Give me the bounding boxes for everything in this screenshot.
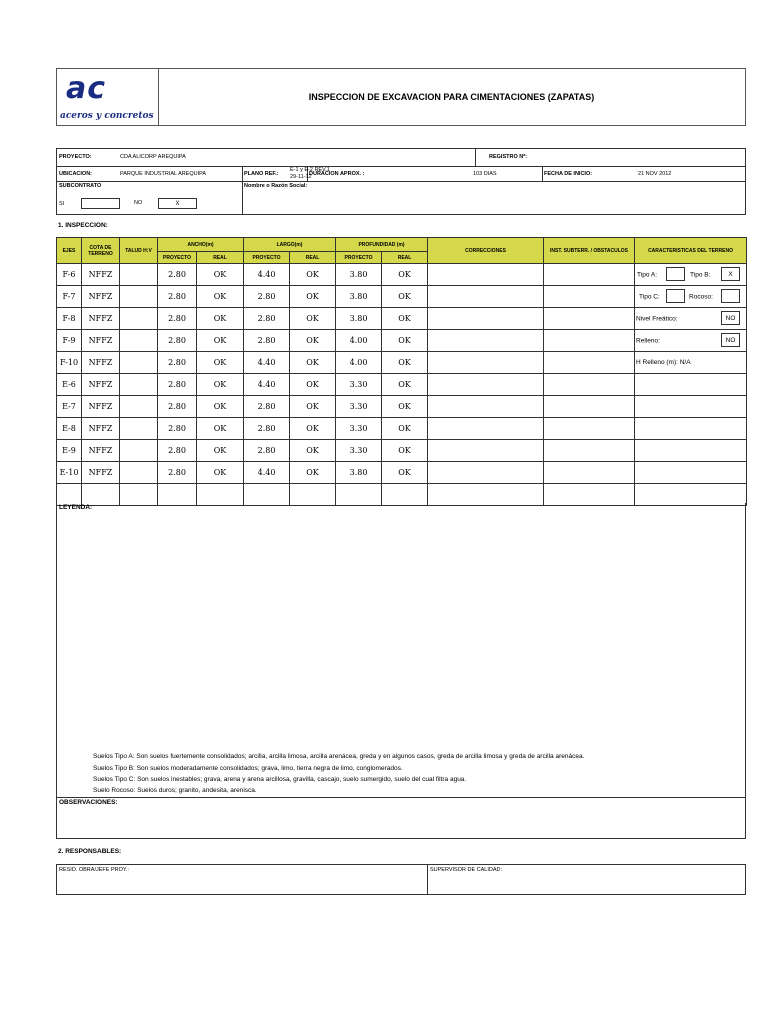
rocoso-checkbox[interactable] <box>721 289 740 303</box>
cell-correcciones <box>428 286 544 308</box>
cell-largo-proyecto: 4.40 <box>244 462 290 484</box>
cell-ancho-real: OK <box>197 264 244 286</box>
cell-ancho-real: OK <box>197 308 244 330</box>
cell-eje: E-8 <box>57 418 82 440</box>
terrain-tipo-c-rocoso <box>635 286 747 308</box>
cell-ancho-real: OK <box>197 286 244 308</box>
cell-correcciones <box>428 440 544 462</box>
cell-eje: F-9 <box>57 330 82 352</box>
cell-cota: NFFZ <box>82 352 120 374</box>
cell-talud <box>120 352 158 374</box>
cell-inst <box>544 308 635 330</box>
fecha-value: 21 NOV 2012 <box>638 171 672 177</box>
cell-talud <box>120 264 158 286</box>
cell-prof-proyecto: 3.30 <box>336 396 382 418</box>
razon-social-label: Nombre o Razón Social: <box>244 183 308 189</box>
terrain-tipo-a-b <box>635 264 747 286</box>
cell-talud <box>120 418 158 440</box>
cell-prof-real: OK <box>382 264 428 286</box>
subheader-prof-real: REAL <box>382 252 428 264</box>
fecha-label: FECHA DE INICIO: <box>544 171 593 177</box>
cell-cota: NFFZ <box>82 374 120 396</box>
cell-ancho-proyecto: 2.80 <box>158 418 197 440</box>
cell-prof-proyecto: 3.80 <box>336 462 382 484</box>
cell-largo-proyecto: 2.80 <box>244 286 290 308</box>
header-cota: COTA DE TERRENO <box>82 238 120 264</box>
header-correcciones: CORRECCIONES <box>428 238 544 264</box>
cell-eje: E-9 <box>57 440 82 462</box>
cell-inst <box>544 440 635 462</box>
cell-correcciones <box>428 396 544 418</box>
cell-prof-real: OK <box>382 330 428 352</box>
cell-talud <box>120 374 158 396</box>
plano-label: PLANO REF.: <box>244 171 279 177</box>
duracion-value: 103 DIAS <box>473 171 497 177</box>
relleno-label: Relleno: <box>636 337 660 344</box>
cell-largo-real: OK <box>290 308 336 330</box>
cell-largo-real: OK <box>290 462 336 484</box>
terrain-h-relleno <box>635 352 747 374</box>
cell-talud <box>120 440 158 462</box>
tipo-a-label: Tipo A: <box>637 271 658 278</box>
cell-caract <box>635 374 747 396</box>
supervisor-calidad-label: SUPERVISOR DE CALIDAD: <box>430 867 503 873</box>
cell-eje: E-10 <box>57 462 82 484</box>
nivel-freatico-value[interactable]: NO <box>721 311 740 325</box>
header-inst-subterr: INST. SUBTERR. / OBSTACULOS <box>544 238 635 264</box>
ubicacion-value: PARQUE INDUSTRIAL AREQUIPA <box>120 171 207 177</box>
cell-ancho-real: OK <box>197 352 244 374</box>
cell-ancho-proyecto: 2.80 <box>158 264 197 286</box>
table-row <box>57 462 747 484</box>
cell-prof-real: OK <box>382 308 428 330</box>
resid-obra-label: RESID. OBRA/JEFE PROY.: <box>59 867 129 873</box>
tipo-c-label: Tipo C: <box>639 293 660 300</box>
logo-subtitle: aceros y concretos <box>60 111 154 121</box>
subheader-ancho-proyecto: PROYECTO <box>158 252 197 264</box>
cell-largo-proyecto: 2.80 <box>244 308 290 330</box>
cell-correcciones <box>428 308 544 330</box>
cell-largo-proyecto: 4.40 <box>244 264 290 286</box>
cell-largo-proyecto: 2.80 <box>244 440 290 462</box>
cell-correcciones <box>428 264 544 286</box>
cell-prof-proyecto: 4.00 <box>336 330 382 352</box>
cell-largo-proyecto: 4.40 <box>244 374 290 396</box>
observaciones-label: OBSERVACIONES: <box>59 799 118 806</box>
si-checkbox[interactable] <box>81 198 120 209</box>
company-logo <box>57 69 159 125</box>
cell-caract <box>635 396 747 418</box>
cell-eje: F-6 <box>57 264 82 286</box>
cell-prof-real: OK <box>382 286 428 308</box>
cell-ancho-proyecto: 2.80 <box>158 308 197 330</box>
terrain-nivel-freatico <box>635 308 747 330</box>
duracion-label: DURACION APROX. : <box>309 171 365 177</box>
terrain-relleno <box>635 330 747 352</box>
cell-largo-real: OK <box>290 374 336 396</box>
cell-largo-real: OK <box>290 396 336 418</box>
cell-inst <box>544 352 635 374</box>
cell-prof-proyecto: 3.80 <box>336 308 382 330</box>
rocoso-label: Rocoso: <box>689 293 713 300</box>
cell-talud <box>120 396 158 418</box>
cell-prof-proyecto: 3.80 <box>336 264 382 286</box>
plano-value-1: E-1 y E-2 REV.1 <box>290 167 330 173</box>
cell-ancho-proyecto: 2.80 <box>158 286 197 308</box>
table-row <box>57 330 747 352</box>
cell-caract <box>635 462 747 484</box>
cell-correcciones <box>428 462 544 484</box>
document-title: INSPECCION DE EXCAVACION PARA CIMENTACIONES (ZAPATAS) <box>308 92 595 102</box>
si-label: SI <box>59 201 65 207</box>
soil-type-c: Suelos Tipo C: Son suelos inestables; grava, arena y arena arcillosa, gravilla, cascajo, suelo sumergido, suelo del cual filtra agua. <box>93 776 467 783</box>
cell-talud <box>120 308 158 330</box>
proyecto-label: PROYECTO: <box>59 154 92 160</box>
table-row <box>57 396 747 418</box>
observaciones-box[interactable] <box>56 797 746 839</box>
cell-prof-proyecto: 3.30 <box>336 418 382 440</box>
cell-ancho-real: OK <box>197 440 244 462</box>
tipo-b-checkbox[interactable]: X <box>721 267 740 281</box>
table-row <box>57 418 747 440</box>
nivel-freatico-label: Nivel Freático: <box>636 315 678 322</box>
cell-ancho-real: OK <box>197 330 244 352</box>
cell-largo-proyecto: 4.40 <box>244 352 290 374</box>
header-talud: TALUD H:V <box>120 238 158 264</box>
cell-ancho-proyecto: 2.80 <box>158 440 197 462</box>
cell-ancho-real: OK <box>197 374 244 396</box>
cell-largo-real: OK <box>290 286 336 308</box>
cell-largo-proyecto: 2.80 <box>244 330 290 352</box>
cell-ancho-real: OK <box>197 462 244 484</box>
cell-largo-real: OK <box>290 418 336 440</box>
subheader-ancho-real: REAL <box>197 252 244 264</box>
cell-prof-proyecto: 3.30 <box>336 440 382 462</box>
table-row <box>57 308 747 330</box>
table-row <box>57 286 747 308</box>
h-relleno-label: H Relleno (m): N/A <box>636 359 691 366</box>
cell-cota: NFFZ <box>82 264 120 286</box>
cell-correcciones <box>428 330 544 352</box>
soil-type-b: Suelos Tipo B: Son suelos moderadamente consolidados; grava, limo, tierra negra de limo, conglomerados. <box>93 765 403 772</box>
registro-label: REGISTRO Nº: <box>489 154 528 160</box>
cell-largo-real: OK <box>290 352 336 374</box>
header-largo: LARGO(m) <box>244 238 336 252</box>
tipo-c-checkbox[interactable] <box>666 289 685 303</box>
cell-prof-real: OK <box>382 396 428 418</box>
cell-eje: F-7 <box>57 286 82 308</box>
ubicacion-label: UBICACION: <box>59 171 92 177</box>
cell-ancho-proyecto: 2.80 <box>158 396 197 418</box>
subcontrato-label: SUBCONTRATO <box>59 183 102 189</box>
table-row <box>57 374 747 396</box>
subheader-prof-proyecto: PROYECTO <box>336 252 382 264</box>
cell-largo-real: OK <box>290 440 336 462</box>
tipo-b-label: Tipo B: <box>690 271 711 278</box>
cell-largo-proyecto: 2.80 <box>244 396 290 418</box>
proyecto-value: CDA ALICORP AREQUIPA <box>120 154 186 160</box>
tipo-a-checkbox[interactable] <box>666 267 685 281</box>
cell-prof-real: OK <box>382 462 428 484</box>
cell-correcciones <box>428 374 544 396</box>
cell-ancho-real: OK <box>197 418 244 440</box>
cell-eje: F-10 <box>57 352 82 374</box>
no-checkbox[interactable]: X <box>158 198 197 209</box>
cell-correcciones <box>428 352 544 374</box>
cell-cota: NFFZ <box>82 308 120 330</box>
table-row <box>57 440 747 462</box>
cell-ancho-proyecto: 2.80 <box>158 330 197 352</box>
cell-ancho-proyecto: 2.80 <box>158 374 197 396</box>
cell-prof-real: OK <box>382 374 428 396</box>
relleno-value[interactable]: NO <box>721 333 740 347</box>
header-ejes: EJES <box>57 238 82 264</box>
cell-ancho-real: OK <box>197 396 244 418</box>
plano-value-2: 29-11-12 <box>290 174 312 180</box>
table-row <box>57 264 747 286</box>
cell-prof-proyecto: 3.30 <box>336 374 382 396</box>
cell-caract <box>635 440 747 462</box>
cell-eje: E-7 <box>57 396 82 418</box>
cell-inst <box>544 286 635 308</box>
cell-largo-real: OK <box>290 330 336 352</box>
subheader-largo-proyecto: PROYECTO <box>244 252 290 264</box>
cell-inst <box>544 418 635 440</box>
leyenda-label: LEYENDA: <box>59 504 93 511</box>
table-row <box>57 352 747 374</box>
document-header <box>56 68 746 126</box>
cell-cota: NFFZ <box>82 330 120 352</box>
cell-eje: E-6 <box>57 374 82 396</box>
cell-prof-proyecto: 4.00 <box>336 352 382 374</box>
cell-cota: NFFZ <box>82 462 120 484</box>
section-responsables-title: 2. RESPONSABLES: <box>58 848 122 855</box>
cell-largo-real: OK <box>290 264 336 286</box>
responsables-box <box>56 864 746 895</box>
header-profundidad: PROFUNDIDAD (m) <box>336 238 428 252</box>
soil-type-rocoso: Suelo Rocoso: Suelos duros; granito, andesita, arenisca. <box>93 787 257 794</box>
logo-text: ac <box>66 71 107 106</box>
cell-talud <box>120 462 158 484</box>
section-inspeccion-title: 1. INSPECCION: <box>58 222 108 229</box>
cell-cota: NFFZ <box>82 440 120 462</box>
no-label: NO <box>134 200 143 206</box>
cell-eje: F-8 <box>57 308 82 330</box>
cell-correcciones <box>428 418 544 440</box>
cell-talud <box>120 330 158 352</box>
cell-inst <box>544 462 635 484</box>
cell-ancho-proyecto: 2.80 <box>158 352 197 374</box>
cell-cota: NFFZ <box>82 418 120 440</box>
cell-inst <box>544 374 635 396</box>
cell-prof-real: OK <box>382 352 428 374</box>
header-ancho: ANCHO(m) <box>158 238 244 252</box>
cell-talud <box>120 286 158 308</box>
cell-ancho-proyecto: 2.80 <box>158 462 197 484</box>
cell-prof-real: OK <box>382 418 428 440</box>
subheader-largo-real: REAL <box>290 252 336 264</box>
cell-largo-proyecto: 2.80 <box>244 418 290 440</box>
cell-inst <box>544 396 635 418</box>
cell-inst <box>544 330 635 352</box>
cell-cota: NFFZ <box>82 396 120 418</box>
cell-prof-real: OK <box>382 440 428 462</box>
cell-cota: NFFZ <box>82 286 120 308</box>
soil-type-a: Suelos Tipo A: Son suelos fuertemente consolidados; arcilla, arcilla limosa, arcilla arenácea, greda y en algunos casos, greda de arcilla limosa y greda de arcilla arenácea. <box>93 753 585 760</box>
project-info-block <box>56 148 746 215</box>
cell-caract <box>635 418 747 440</box>
cell-prof-proyecto: 3.80 <box>336 286 382 308</box>
cell-inst <box>544 264 635 286</box>
header-caracteristicas: CARACTERISTICAS DEL TERRENO <box>635 238 747 264</box>
inspection-table <box>56 237 747 506</box>
